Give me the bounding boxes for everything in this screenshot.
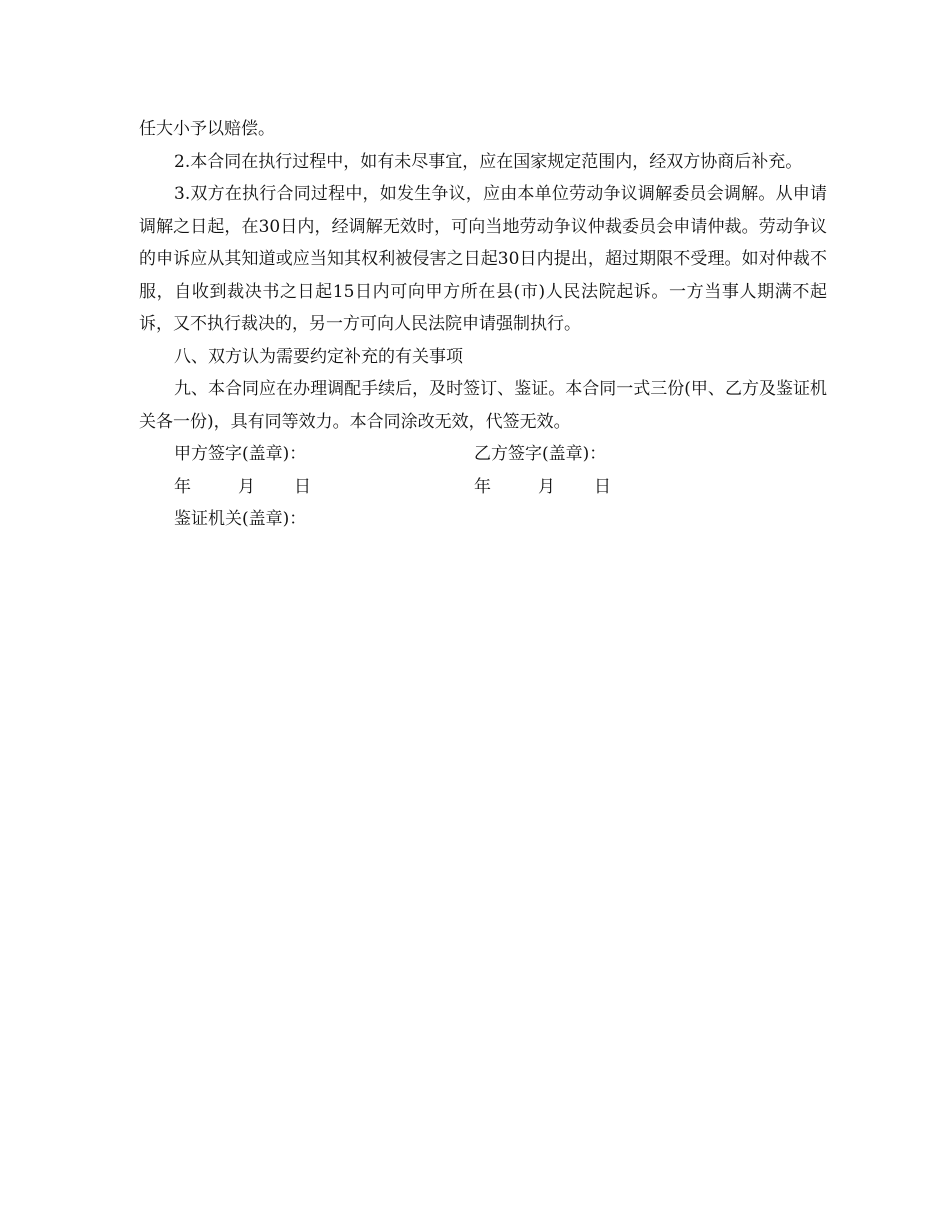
- paragraph-section-9: 九、本合同应在办理调配手续后，及时签订、鉴证。本合同一式三份(甲、乙方及鉴证机关各一份)，具有同等效力。本合同涂改无效，代签无效。: [139, 379, 827, 432]
- paragraph-section-8: 八、双方认为需要约定补充的有关事项: [174, 346, 463, 367]
- party-b-date-month: 月: [538, 476, 555, 497]
- party-a-date-month: 月: [238, 476, 255, 497]
- party-a-date: [174, 471, 314, 504]
- paragraph-compensation-end: 任大小予以赔偿。: [139, 119, 275, 139]
- party-b-date-year: 年: [474, 476, 491, 497]
- party-a-date-day: 日: [294, 476, 311, 497]
- party-b-date: [474, 471, 614, 504]
- document-body: [139, 113, 827, 536]
- authority-signature-label: 鉴证机关(盖章)：: [174, 509, 307, 529]
- party-a-signature-label: 甲方签字(盖章)：: [174, 444, 307, 464]
- paragraph-clause-3: 3.双方在执行合同过程中，如发生争议，应由本单位劳动争议调解委员会调解。从申请调解之日起，在30日内，经调解无效时，可向当地劳动争议仲裁委员会申请仲裁。劳动争议的申诉应从其知道或应当知其权利被侵害之日起30日内提出，超过期限不受理。如对仲裁不服，自收到裁决书之日起15日内可向甲方所在县(市)人民法院起诉。一方当事人期满不起诉，又不执行裁决的，另一方可向人民法院申请强制执行。: [139, 184, 827, 334]
- paragraph-clause-2: 2.本合同在执行过程中，如有未尽事宜，应在国家规定范围内，经双方协商后补充。: [174, 151, 803, 172]
- signature-row: [139, 438, 827, 471]
- date-row: [139, 471, 827, 504]
- authority-row: [139, 503, 827, 536]
- party-a-date-year: 年: [174, 476, 191, 497]
- party-b-date-day: 日: [594, 476, 611, 497]
- party-b-signature-label: 乙方签字(盖章)：: [474, 444, 607, 464]
